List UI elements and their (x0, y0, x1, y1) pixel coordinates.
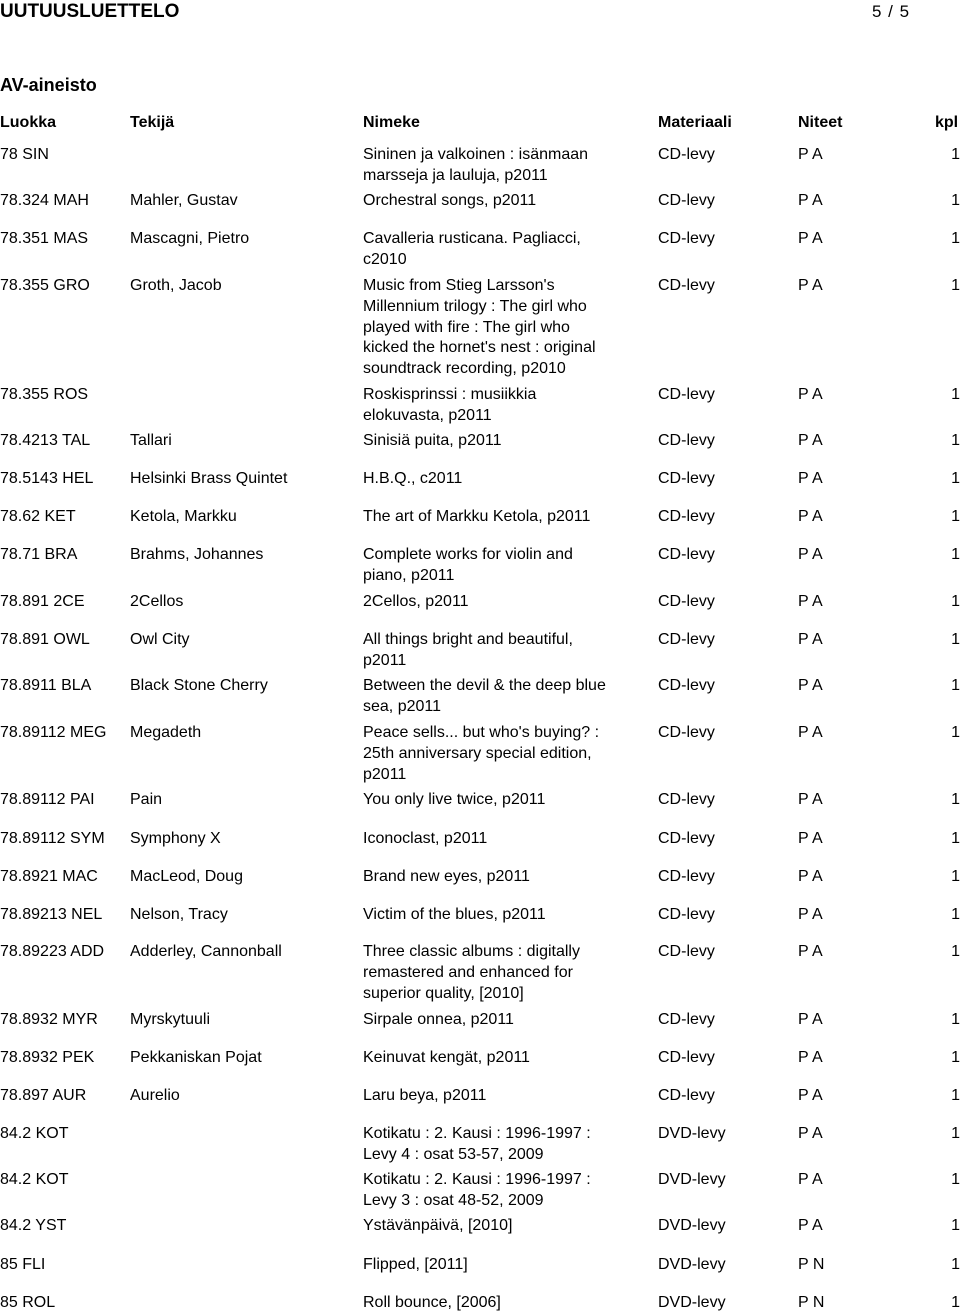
row-tekija: Owl City (130, 631, 190, 648)
row-materiaali: CD-levy (658, 546, 715, 563)
row-materiaali: CD-levy (658, 230, 715, 247)
row-niteet: P N (798, 1294, 825, 1311)
row-nimeke: Kotikatu : 2. Kausi : 1996-1997 : Levy 3 : osat 48-52, 2009 (363, 1171, 591, 1209)
row-tekija: Tallari (130, 432, 172, 449)
row-niteet: P A (798, 1217, 823, 1234)
row-luokka: 78.71 BRA (0, 546, 78, 563)
row-luokka: 78.5143 HEL (0, 470, 94, 487)
column-header-tekija: Tekijä (130, 114, 175, 131)
row-tekija: MacLeod, Doug (130, 868, 243, 885)
row-nimeke: Roll bounce, [2006] (363, 1294, 501, 1311)
row-kpl: 1 (951, 1011, 960, 1028)
row-tekija: Aurelio (130, 1087, 180, 1104)
row-nimeke: Between the devil & the deep blue sea, p2011 (363, 677, 606, 715)
row-kpl: 1 (951, 470, 960, 487)
row-nimeke: All things bright and beautiful, p2011 (363, 631, 573, 669)
row-luokka: 78.89112 MEG (0, 724, 107, 741)
row-luokka: 85 FLI (0, 1256, 46, 1273)
row-tekija: Helsinki Brass Quintet (130, 470, 288, 487)
row-materiaali: CD-levy (658, 943, 715, 960)
row-materiaali: CD-levy (658, 277, 715, 294)
row-materiaali: CD-levy (658, 508, 715, 525)
row-materiaali: CD-levy (658, 906, 715, 923)
row-kpl: 1 (951, 943, 960, 960)
row-luokka: 84.2 KOT (0, 1125, 69, 1142)
row-niteet: P A (798, 1049, 823, 1066)
row-kpl: 1 (951, 1171, 960, 1188)
column-header-kpl: kpl (935, 114, 959, 131)
row-niteet: P A (798, 868, 823, 885)
row-kpl: 1 (951, 432, 960, 449)
row-luokka: 78.8932 PEK (0, 1049, 95, 1066)
row-luokka: 78.8921 MAC (0, 868, 98, 885)
row-kpl: 1 (951, 593, 960, 610)
row-tekija: 2Cellos (130, 593, 184, 610)
row-tekija: Groth, Jacob (130, 277, 222, 294)
row-nimeke: Music from Stieg Larsson's Millennium trilogy : The girl who played with fire : The girl who kicked the hornet's nest : original soundtrack recording, p2010 (363, 277, 596, 378)
row-kpl: 1 (951, 546, 960, 563)
row-materiaali: CD-levy (658, 677, 715, 694)
row-kpl: 1 (951, 386, 960, 403)
row-nimeke: Peace sells... but who's buying? : 25th anniversary special edition, p2011 (363, 724, 600, 783)
row-niteet: P A (798, 546, 823, 563)
row-kpl: 1 (951, 868, 960, 885)
row-niteet: P A (798, 508, 823, 525)
row-materiaali: DVD-levy (658, 1256, 726, 1273)
row-tekija: Ketola, Markku (130, 508, 237, 525)
row-tekija: Pain (130, 791, 163, 808)
row-tekija: Black Stone Cherry (130, 677, 268, 694)
row-niteet: P A (798, 1171, 823, 1188)
row-tekija: Pekkaniskan Pojat (130, 1049, 262, 1066)
row-niteet: P A (798, 1011, 823, 1028)
row-materiaali: CD-levy (658, 192, 715, 209)
row-kpl: 1 (951, 146, 960, 163)
row-niteet: P A (798, 943, 823, 960)
row-luokka: 78.355 GRO (0, 277, 90, 294)
row-materiaali: CD-levy (658, 593, 715, 610)
row-niteet: P A (798, 791, 823, 808)
row-materiaali: CD-levy (658, 830, 715, 847)
row-nimeke: 2Cellos, p2011 (363, 593, 469, 610)
row-kpl: 1 (951, 631, 960, 648)
row-nimeke: Three classic albums : digitally remastered and enhanced for superior quality, [2010] (363, 943, 580, 1002)
row-nimeke: Iconoclast, p2011 (363, 830, 488, 847)
row-luokka: 78.355 ROS (0, 386, 89, 403)
row-luokka: 78.891 OWL (0, 631, 90, 648)
column-header-nimeke: Nimeke (363, 114, 420, 131)
row-materiaali: DVD-levy (658, 1294, 726, 1311)
row-luokka: 78.89223 ADD (0, 943, 105, 960)
row-nimeke: Victim of the blues, p2011 (363, 906, 546, 923)
row-materiaali: DVD-levy (658, 1217, 726, 1234)
row-niteet: P A (798, 724, 823, 741)
row-luokka: 78 SIN (0, 146, 49, 163)
row-kpl: 1 (951, 677, 960, 694)
row-materiaali: CD-levy (658, 146, 715, 163)
row-nimeke: Flipped, [2011] (363, 1256, 468, 1273)
row-luokka: 78.89213 NEL (0, 906, 103, 923)
row-nimeke: Keinuvat kengät, p2011 (363, 1049, 530, 1066)
row-tekija: Symphony X (130, 830, 221, 847)
row-tekija: Mahler, Gustav (130, 192, 238, 209)
row-niteet: P A (798, 677, 823, 694)
row-materiaali: CD-levy (658, 1011, 715, 1028)
row-materiaali: CD-levy (658, 1049, 715, 1066)
row-niteet: P A (798, 593, 823, 610)
row-materiaali: CD-levy (658, 386, 715, 403)
row-luokka: 84.2 YST (0, 1217, 67, 1234)
column-header-niteet: Niteet (798, 114, 843, 131)
row-nimeke: Sinisiä puita, p2011 (363, 432, 502, 449)
row-materiaali: DVD-levy (658, 1171, 726, 1188)
row-luokka: 78.62 KET (0, 508, 76, 525)
row-materiaali: CD-levy (658, 868, 715, 885)
row-nimeke: H.B.Q., c2011 (363, 470, 463, 487)
row-niteet: P A (798, 192, 823, 209)
row-luokka: 78.891 2CE (0, 593, 85, 610)
row-niteet: P A (798, 386, 823, 403)
row-luokka: 78.324 MAH (0, 192, 89, 209)
row-tekija: Myrskytuuli (130, 1011, 211, 1028)
row-luokka: 85 ROL (0, 1294, 56, 1311)
row-niteet: P A (798, 1125, 823, 1142)
row-tekija: Nelson, Tracy (130, 906, 228, 923)
row-niteet: P A (798, 146, 823, 163)
row-luokka: 84.2 KOT (0, 1171, 69, 1188)
row-nimeke: Complete works for violin and piano, p2011 (363, 546, 573, 584)
row-kpl: 1 (951, 277, 960, 294)
row-luokka: 78.89112 PAI (0, 791, 95, 808)
row-luokka: 78.8932 MYR (0, 1011, 98, 1028)
row-kpl: 1 (951, 1125, 960, 1142)
row-kpl: 1 (951, 1217, 960, 1234)
row-materiaali: DVD-levy (658, 1125, 726, 1142)
row-nimeke: The art of Markku Ketola, p2011 (363, 508, 591, 525)
row-kpl: 1 (951, 1087, 960, 1104)
row-nimeke: Laru beya, p2011 (363, 1087, 487, 1104)
row-niteet: P N (798, 1256, 825, 1273)
row-materiaali: CD-levy (658, 1087, 715, 1104)
row-nimeke: Kotikatu : 2. Kausi : 1996-1997 : Levy 4 : osat 53-57, 2009 (363, 1125, 591, 1163)
column-header-materiaali: Materiaali (658, 114, 732, 131)
document-title: UUTUUSLUETTELO (0, 1, 180, 22)
row-niteet: P A (798, 230, 823, 247)
row-luokka: 78.897 AUR (0, 1087, 87, 1104)
row-nimeke: You only live twice, p2011 (363, 791, 546, 808)
row-kpl: 1 (951, 192, 960, 209)
row-kpl: 1 (951, 230, 960, 247)
row-tekija: Megadeth (130, 724, 202, 741)
row-niteet: P A (798, 906, 823, 923)
row-niteet: P A (798, 432, 823, 449)
row-luokka: 78.351 MAS (0, 230, 89, 247)
row-niteet: P A (798, 631, 823, 648)
row-luokka: 78.4213 TAL (0, 432, 91, 449)
row-nimeke: Ystävänpäivä, [2010] (363, 1217, 513, 1234)
row-niteet: P A (798, 1087, 823, 1104)
row-kpl: 1 (951, 830, 960, 847)
row-luokka: 78.89112 SYM (0, 830, 105, 847)
row-kpl: 1 (951, 1049, 960, 1066)
column-header-luokka: Luokka (0, 114, 57, 131)
row-niteet: P A (798, 277, 823, 294)
row-nimeke: Sininen ja valkoinen : isänmaan marsseja ja lauluja, p2011 (363, 146, 589, 184)
row-tekija: Adderley, Cannonball (130, 943, 282, 960)
row-kpl: 1 (951, 1294, 960, 1311)
row-tekija: Brahms, Johannes (130, 546, 264, 563)
row-kpl: 1 (951, 1256, 960, 1273)
row-tekija: Mascagni, Pietro (130, 230, 250, 247)
row-kpl: 1 (951, 906, 960, 923)
row-materiaali: CD-levy (658, 470, 715, 487)
row-nimeke: Orchestral songs, p2011 (363, 192, 537, 209)
row-kpl: 1 (951, 508, 960, 525)
row-nimeke: Brand new eyes, p2011 (363, 868, 530, 885)
row-nimeke: Cavalleria rusticana. Pagliacci, c2010 (363, 230, 581, 268)
row-materiaali: CD-levy (658, 631, 715, 648)
section-title: AV-aineisto (0, 75, 97, 95)
row-materiaali: CD-levy (658, 791, 715, 808)
row-niteet: P A (798, 830, 823, 847)
row-nimeke: Roskisprinssi : musiikkia elokuvasta, p2011 (363, 386, 537, 424)
row-luokka: 78.8911 BLA (0, 677, 92, 694)
row-kpl: 1 (951, 724, 960, 741)
row-materiaali: CD-levy (658, 432, 715, 449)
page-number: 5 / 5 (872, 2, 911, 21)
row-kpl: 1 (951, 791, 960, 808)
row-nimeke: Sirpale onnea, p2011 (363, 1011, 514, 1028)
row-niteet: P A (798, 470, 823, 487)
row-materiaali: CD-levy (658, 724, 715, 741)
